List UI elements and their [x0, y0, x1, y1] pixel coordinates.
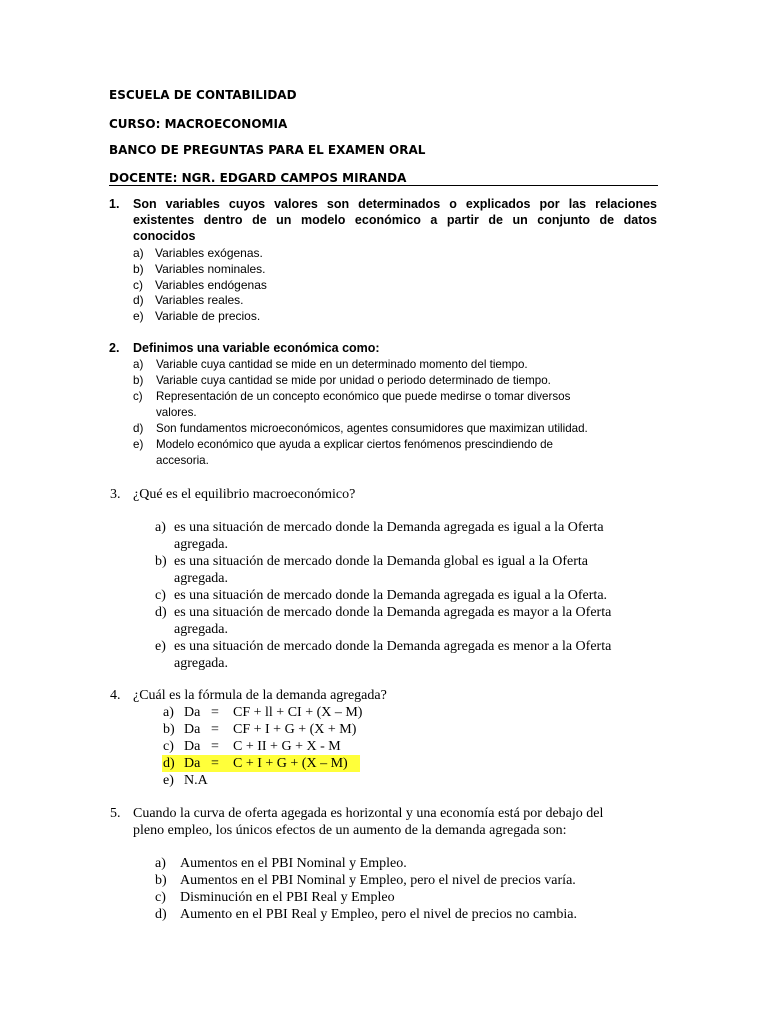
question-number: 4. [110, 688, 121, 703]
question-text-line: conocidos [133, 229, 196, 243]
option-text-continued: agregada. [174, 537, 229, 552]
option-letter: c) [163, 739, 174, 754]
formula-equals: = [211, 739, 219, 754]
option-letter: b) [155, 554, 167, 569]
option-text: es una situación de mercado donde la Demanda agregada es igual a la Oferta [174, 520, 604, 535]
school-name: ESCUELA DE CONTABILIDAD [109, 88, 297, 102]
option-letter: b) [155, 873, 167, 888]
option-letter: b) [133, 374, 144, 387]
option-text-continued: valores. [156, 406, 197, 419]
question-text-line: Son variables cuyos valores son determinados o explicados por las relaciones [133, 197, 657, 211]
question-text-line: pleno empleo, los únicos efectos de un aumento de la demanda agregada son: [133, 823, 567, 838]
option-text: Aumentos en el PBI Nominal y Empleo. [180, 856, 407, 871]
option-letter: a) [163, 705, 174, 720]
option-letter: d) [133, 422, 144, 435]
question-text-line: existentes dentro de un modelo económico a partir de un conjunto de datos [133, 213, 657, 227]
option-letter: a) [155, 520, 166, 535]
option-text: Variables nominales. [155, 262, 266, 276]
option-text: Variable cuya cantidad se mide en un determinado momento del tiempo. [156, 358, 528, 371]
formula-rhs: CF + I + G + (X + M) [233, 722, 357, 737]
question-text-line: Cuando la curva de oferta agegada es horizontal y una economía está por debajo del [133, 806, 604, 821]
option-letter: c) [155, 890, 166, 905]
option-text: Aumentos en el PBI Nominal y Empleo, pero el nivel de precios varía. [180, 873, 576, 888]
option-text-continued: agregada. [174, 656, 229, 671]
option-text: Aumento en el PBI Real y Empleo, pero el nivel de precios no cambia. [180, 907, 577, 922]
option-text: es una situación de mercado donde la Demanda agregada es igual a la Oferta. [174, 588, 608, 603]
option-text: Variable cuya cantidad se mide por unidad o periodo determinado de tiempo. [156, 374, 551, 387]
option-text: Variables endógenas [155, 278, 267, 292]
option-text: Variables exógenas. [155, 246, 263, 260]
formula-lhs: Da [184, 756, 201, 771]
question-number: 2. [109, 341, 120, 355]
question-number: 1. [109, 197, 120, 211]
teacher-name: DOCENTE: NGR. EDGARD CAMPOS MIRANDA [109, 171, 407, 185]
formula-lhs: Da [184, 705, 201, 720]
option-letter: d) [155, 605, 167, 620]
formula-equals: = [211, 705, 219, 720]
option-letter: e) [133, 309, 144, 323]
formula-lhs: Da [184, 722, 201, 737]
option-text: Variables reales. [155, 293, 244, 307]
option-letter: b) [133, 262, 144, 276]
option-text: Son fundamentos microeconómicos, agentes consumidores que maximizan utilidad. [156, 422, 588, 435]
option-letter: d) [163, 756, 175, 771]
option-letter: a) [155, 856, 166, 871]
formula-equals: = [211, 756, 219, 771]
option-letter: b) [163, 722, 175, 737]
option-text: es una situación de mercado donde la Demanda agregada es mayor a la Oferta [174, 605, 612, 620]
formula-rhs: C + II + G + X - M [233, 739, 341, 754]
option-letter: a) [133, 246, 144, 260]
formula-rhs: CF + ll + CI + (X – M) [233, 705, 363, 720]
option-letter: d) [155, 907, 167, 922]
option-text: N.A [184, 773, 208, 788]
option-text: Disminución en el PBI Real y Empleo [180, 890, 395, 905]
option-text: Modelo económico que ayuda a explicar ciertos fenómenos prescindiendo de [156, 438, 554, 451]
question-text: ¿Qué es el equilibrio macroeconómico? [133, 487, 356, 502]
option-text-continued: accesoria. [156, 454, 209, 467]
option-text-continued: agregada. [174, 622, 229, 637]
option-text: Representación de un concepto económico que puede medirse o tomar diversos [156, 390, 571, 403]
course-name: CURSO: MACROECONOMIA [109, 117, 288, 131]
option-letter: e) [155, 639, 166, 654]
option-text-continued: agregada. [174, 571, 229, 586]
option-letter: a) [133, 358, 144, 371]
formula-rhs: C + I + G + (X – M) [233, 756, 348, 771]
formula-lhs: Da [184, 739, 201, 754]
question-text: Definimos una variable económica como: [133, 341, 380, 355]
option-letter: e) [133, 438, 144, 451]
question-number: 5. [110, 806, 121, 821]
option-letter: c) [133, 390, 143, 403]
question-number: 3. [110, 487, 121, 502]
option-text: Variable de precios. [155, 309, 261, 323]
option-text: es una situación de mercado donde la Demanda global es igual a la Oferta [174, 554, 589, 569]
header-divider [109, 185, 658, 186]
question-text: ¿Cuál es la fórmula de la demanda agregada? [133, 688, 387, 703]
formula-equals: = [211, 722, 219, 737]
option-letter: d) [133, 293, 144, 307]
option-text: es una situación de mercado donde la Demanda agregada es menor a la Oferta [174, 639, 612, 654]
option-letter: c) [133, 278, 143, 292]
option-letter: c) [155, 588, 166, 603]
option-letter: e) [163, 773, 174, 788]
question-bank-title: BANCO DE PREGUNTAS PARA EL EXAMEN ORAL [109, 143, 426, 157]
